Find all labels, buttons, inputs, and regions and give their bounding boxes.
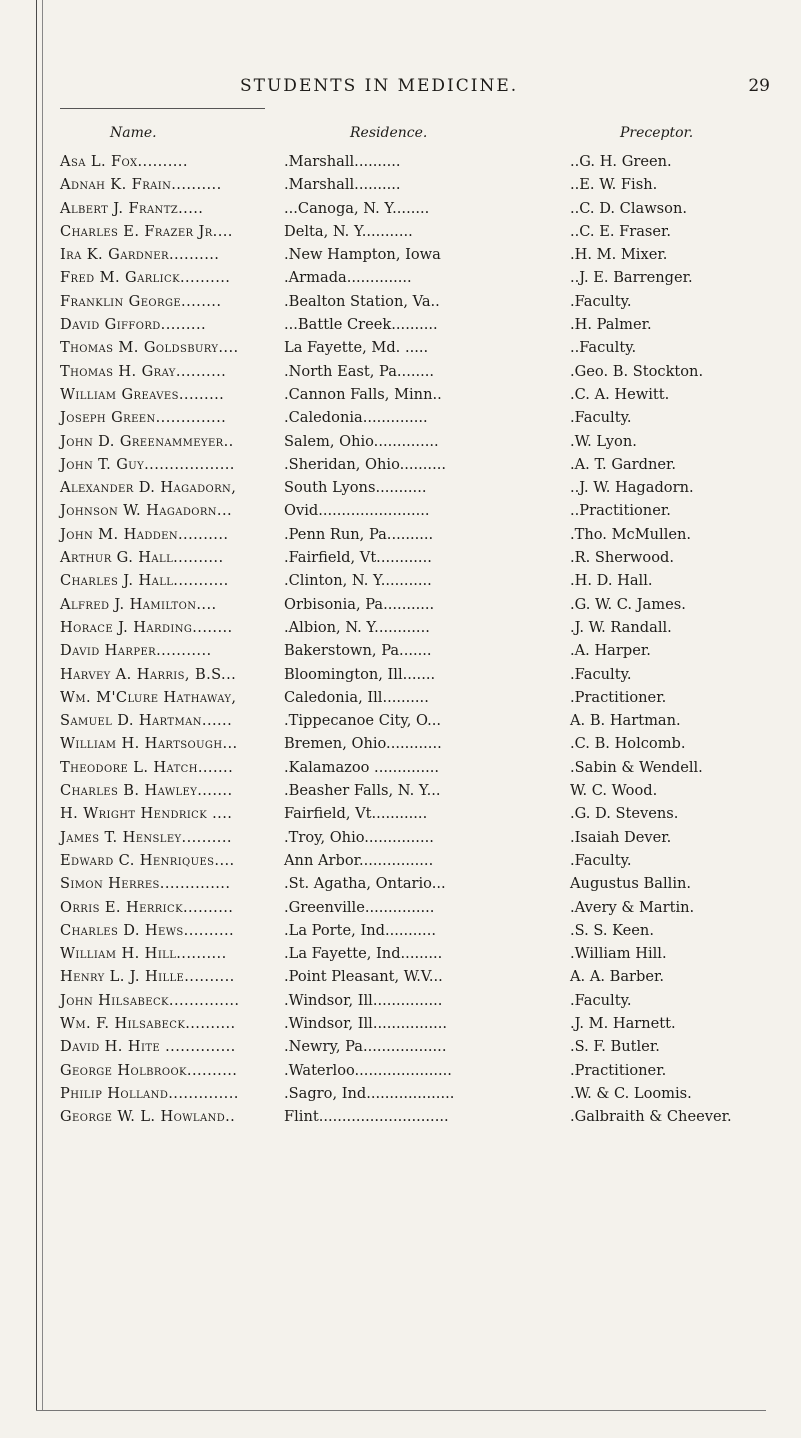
student-name: Theodore L. Hatch.......	[60, 758, 234, 776]
student-row	[60, 989, 776, 1012]
student-residence: .Windsor, Ill................	[284, 1014, 448, 1032]
student-residence: Flint............................	[284, 1108, 449, 1126]
student-name: Joseph Green..............	[60, 409, 227, 427]
student-name: Edward C. Henriques....	[60, 851, 235, 869]
student-row	[60, 313, 776, 336]
student-name: David Harper...........	[60, 642, 212, 660]
student-row	[60, 639, 776, 662]
student-residence: .Armada..............	[284, 269, 412, 287]
student-name: Henry L. J. Hille..........	[60, 968, 235, 986]
student-row	[60, 802, 776, 825]
student-row	[60, 896, 776, 919]
student-residence: Orbisonia, Pa...........	[284, 595, 435, 613]
student-name: Orris E. Herrick..........	[60, 898, 234, 916]
student-preceptor: .H. D. Hall.	[570, 572, 653, 590]
student-row	[60, 266, 776, 289]
student-row	[60, 523, 776, 546]
student-row	[60, 919, 776, 942]
student-preceptor: .Tho. McMullen.	[570, 525, 692, 543]
page-edge-line	[36, 0, 37, 1410]
student-row	[60, 243, 776, 266]
student-residence: .Caledonia..............	[284, 409, 428, 427]
student-preceptor: .Faculty.	[570, 991, 632, 1009]
student-row	[60, 1035, 776, 1058]
student-preceptor: Augustus Ballin.	[570, 875, 692, 893]
student-residence: .Kalamazoo ..............	[284, 758, 439, 776]
student-name: Wm. F. Hilsabeck..........	[60, 1014, 236, 1032]
student-row	[60, 756, 776, 779]
student-preceptor: ..E. W. Fish.	[570, 176, 658, 194]
student-name: Johnson W. Hagadorn...	[60, 502, 233, 520]
student-residence: .Sagro, Ind...................	[284, 1084, 455, 1102]
student-preceptor: .Faculty.	[570, 292, 632, 310]
running-head: STUDENTS IN MEDICINE.	[240, 76, 519, 96]
column-heading-name: Name.	[110, 125, 157, 141]
page-bottom-rule	[36, 1410, 766, 1411]
student-preceptor: .Faculty.	[570, 851, 632, 869]
page-edge-line-inner	[42, 0, 43, 1410]
student-preceptor: .Faculty.	[570, 665, 632, 683]
student-row	[60, 1059, 776, 1082]
student-name: H. Wright Hendrick ....	[60, 805, 233, 823]
student-residence: .Greenville...............	[284, 898, 435, 916]
student-preceptor: .J. M. Harnett.	[570, 1014, 676, 1032]
student-residence: Bakerstown, Pa.......	[284, 642, 432, 660]
student-row	[60, 709, 776, 732]
student-name: Philip Holland..............	[60, 1084, 239, 1102]
student-row	[60, 336, 776, 359]
student-preceptor: ..J. E. Barrenger.	[570, 269, 693, 287]
column-headings	[60, 125, 776, 147]
student-preceptor: ..J. W. Hagadorn.	[570, 479, 694, 497]
student-row	[60, 499, 776, 522]
student-name: John D. Greenammeyer..	[60, 432, 234, 450]
student-residence: .La Porte, Ind...........	[284, 921, 436, 939]
student-preceptor: .S. F. Butler.	[570, 1038, 660, 1056]
student-residence: Fairfield, Vt............	[284, 805, 428, 823]
student-row	[60, 942, 776, 965]
student-preceptor: .H. M. Mixer.	[570, 246, 668, 264]
student-name: William H. Hill..........	[60, 945, 227, 963]
student-name: William H. Hartsough...	[60, 735, 238, 753]
student-name: Albert J. Frantz.....	[60, 199, 204, 217]
student-preceptor: W. C. Wood.	[570, 782, 658, 800]
student-preceptor: .Practitioner.	[570, 688, 667, 706]
student-residence: ...Canoga, N. Y........	[284, 199, 430, 217]
student-residence: .Marshall..........	[284, 176, 401, 194]
page-header	[60, 76, 776, 104]
student-preceptor: .J. W. Randall.	[570, 618, 672, 636]
student-row	[60, 406, 776, 429]
student-name: Samuel D. Hartman......	[60, 712, 233, 730]
student-row	[60, 616, 776, 639]
student-name: David Gifford.........	[60, 316, 207, 334]
student-residence: .Bealton Station, Va..	[284, 292, 440, 310]
student-residence: Salem, Ohio..............	[284, 432, 439, 450]
student-residence: .Albion, N. Y............	[284, 618, 430, 636]
student-name: Alexander D. Hagadorn,	[60, 479, 237, 497]
student-preceptor: .Geo. B. Stockton.	[570, 362, 704, 380]
student-name: William Greaves.........	[60, 385, 225, 403]
student-name: Harvey A. Harris, B.S...	[60, 665, 237, 683]
student-residence: Ann Arbor................	[284, 851, 434, 869]
student-name: John M. Hadden..........	[60, 525, 229, 543]
student-preceptor: .G. D. Stevens.	[570, 805, 679, 823]
student-residence: Bremen, Ohio............	[284, 735, 442, 753]
student-residence: .Tippecanoe City, O...	[284, 712, 442, 730]
student-name: John Hilsabeck..............	[60, 991, 240, 1009]
student-residence: Ovid........................	[284, 502, 430, 520]
student-preceptor: ..C. D. Clawson.	[570, 199, 687, 217]
student-name: Thomas H. Gray..........	[60, 362, 227, 380]
student-name: Arthur G. Hall..........	[60, 549, 224, 567]
student-preceptor: .A. T. Gardner.	[570, 455, 677, 473]
student-residence: .Marshall..........	[284, 153, 401, 170]
student-preceptor: .William Hill.	[570, 945, 667, 963]
student-row	[60, 965, 776, 988]
student-preceptor: .A. Harper.	[570, 642, 651, 660]
student-preceptor: .W. & C. Loomis.	[570, 1084, 692, 1102]
student-name: John T. Guy..................	[60, 455, 235, 473]
student-residence: .Point Pleasant, W.V...	[284, 968, 443, 986]
student-row	[60, 663, 776, 686]
student-residence: .St. Agatha, Ontario...	[284, 875, 446, 893]
student-preceptor: .S. S. Keen.	[570, 921, 654, 939]
student-name: David H. Hite ..............	[60, 1038, 236, 1056]
student-preceptor: .C. A. Hewitt.	[570, 385, 670, 403]
student-name: Thomas M. Goldsbury....	[60, 339, 239, 357]
student-row	[60, 1105, 776, 1128]
student-preceptor: ..Practitioner.	[570, 502, 671, 520]
student-row	[60, 593, 776, 616]
student-residence: .Fairfield, Vt............	[284, 549, 432, 567]
student-name: Charles J. Hall...........	[60, 572, 229, 590]
student-preceptor: .R. Sherwood.	[570, 549, 674, 567]
student-residence: .Sheridan, Ohio..........	[284, 455, 446, 473]
student-row	[60, 476, 776, 499]
student-row	[60, 1012, 776, 1035]
student-row	[60, 150, 776, 173]
student-residence: .Cannon Falls, Minn..	[284, 385, 442, 403]
student-name: George W. L. Howland..	[60, 1108, 236, 1126]
student-name: Adnah K. Frain..........	[60, 176, 222, 194]
student-residence: .Waterloo.....................	[284, 1061, 452, 1079]
student-residence: Bloomington, Ill.......	[284, 665, 436, 683]
student-list	[60, 150, 776, 1128]
student-residence: .Clinton, N. Y...........	[284, 572, 432, 590]
student-name: Asa L. Fox..........	[60, 153, 188, 170]
student-row	[60, 173, 776, 196]
student-name: Charles D. Hews..........	[60, 921, 235, 939]
student-name: Simon Herres..............	[60, 875, 231, 893]
student-preceptor: .W. Lyon.	[570, 432, 637, 450]
student-name: Fred M. Garlick..........	[60, 269, 231, 287]
student-residence: .Beasher Falls, N. Y...	[284, 782, 441, 800]
student-preceptor: A. B. Hartman.	[570, 712, 681, 730]
student-name: Alfred J. Hamilton....	[60, 595, 217, 613]
student-row	[60, 1082, 776, 1105]
student-preceptor: .Avery & Martin.	[570, 898, 695, 916]
student-residence: .Newry, Pa..................	[284, 1038, 447, 1056]
student-residence: ...Battle Creek..........	[284, 316, 438, 334]
student-preceptor: ..Faculty.	[570, 339, 637, 357]
student-residence: .Windsor, Ill...............	[284, 991, 443, 1009]
student-residence: .Troy, Ohio...............	[284, 828, 434, 846]
student-name: Charles E. Frazer Jr....	[60, 222, 233, 240]
student-name: George Holbrook..........	[60, 1061, 238, 1079]
page-number: 29	[748, 76, 770, 96]
student-row	[60, 360, 776, 383]
student-residence: .New Hampton, Iowa	[284, 246, 441, 264]
student-residence: .Penn Run, Pa..........	[284, 525, 434, 543]
student-preceptor: .Galbraith & Cheever.	[570, 1108, 732, 1126]
header-rule	[60, 108, 265, 109]
student-residence: .North East, Pa........	[284, 362, 435, 380]
student-residence: .La Fayette, Ind.........	[284, 945, 443, 963]
student-row	[60, 826, 776, 849]
student-residence: La Fayette, Md. .....	[284, 339, 429, 357]
student-name: Horace J. Harding........	[60, 618, 233, 636]
student-row	[60, 197, 776, 220]
student-row	[60, 872, 776, 895]
column-heading-preceptor: Preceptor.	[620, 125, 694, 141]
student-row	[60, 569, 776, 592]
student-row	[60, 686, 776, 709]
student-preceptor: ..C. E. Fraser.	[570, 222, 672, 240]
student-row	[60, 732, 776, 755]
column-heading-residence: Residence.	[350, 125, 428, 141]
student-residence: Caledonia, Ill..........	[284, 688, 429, 706]
student-preceptor: .Faculty.	[570, 409, 632, 427]
student-preceptor: A. A. Barber.	[570, 968, 665, 986]
student-preceptor: .Practitioner.	[570, 1061, 667, 1079]
student-preceptor: .Isaiah Dever.	[570, 828, 672, 846]
student-preceptor: .G. W. C. James.	[570, 595, 686, 613]
student-name: Charles B. Hawley.......	[60, 782, 233, 800]
student-preceptor: .Sabin & Wendell.	[570, 758, 703, 776]
student-name: James T. Hensley..........	[60, 828, 232, 846]
student-residence: South Lyons...........	[284, 479, 427, 497]
student-row	[60, 290, 776, 313]
student-residence: Delta, N. Y...........	[284, 222, 413, 240]
student-name: Ira K. Gardner..........	[60, 246, 220, 264]
student-preceptor: ..G. H. Green.	[570, 153, 672, 170]
student-row	[60, 546, 776, 569]
student-name: Wm. M'Clure Hathaway,	[60, 688, 237, 706]
student-row	[60, 849, 776, 872]
student-row	[60, 430, 776, 453]
student-name: Franklin George........	[60, 292, 222, 310]
student-row	[60, 220, 776, 243]
student-row	[60, 383, 776, 406]
student-preceptor: .C. B. Holcomb.	[570, 735, 686, 753]
student-row	[60, 779, 776, 802]
student-preceptor: .H. Palmer.	[570, 316, 652, 334]
student-row	[60, 453, 776, 476]
